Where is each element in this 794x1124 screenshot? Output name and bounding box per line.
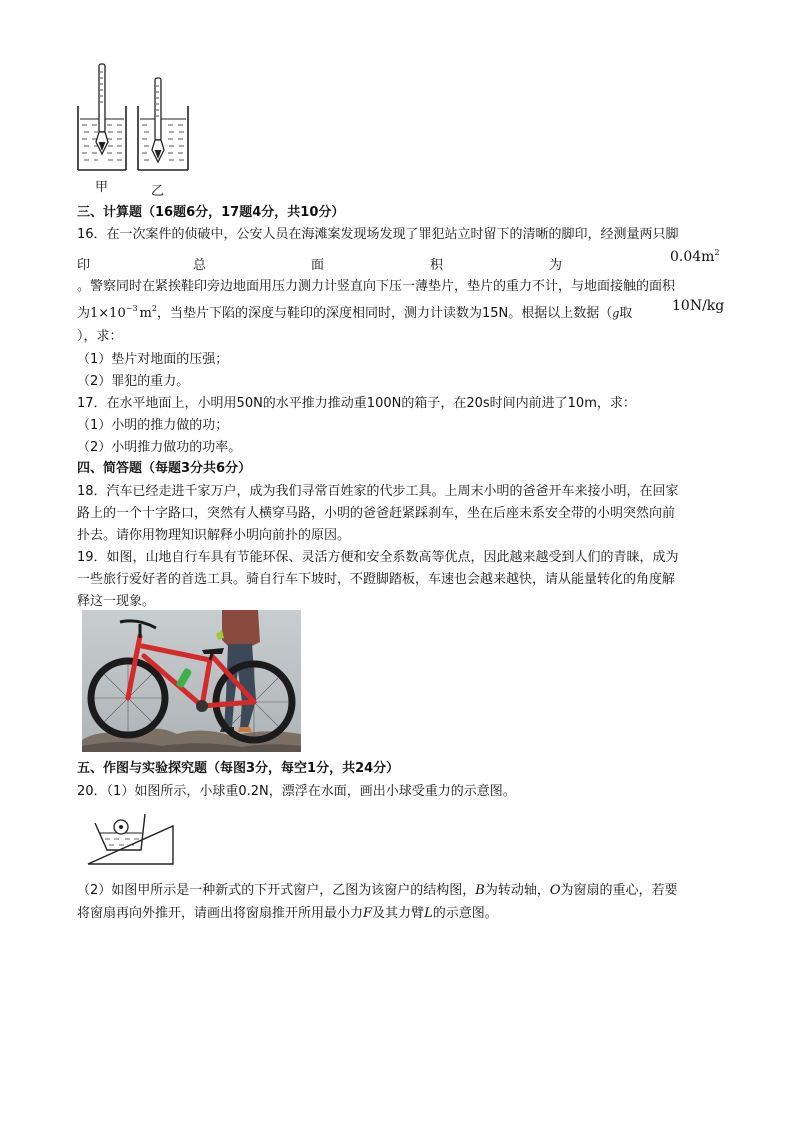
q16-sub1: （1）垫片对地面的压强； xyxy=(77,352,229,367)
q16-area-value xyxy=(670,249,720,265)
section-5-title: 五、作图与实验探究题（每图3分，每空1分，共24分） xyxy=(77,761,400,776)
q16-pad-area-unit: m xyxy=(139,306,152,321)
q16-pad-area-exp2: 2 xyxy=(151,304,157,313)
q17-line1: 17．在水平地面上，小明用50N的水平推力推动重100N的箱子，在20s时间内前进了10m，求： xyxy=(77,396,636,411)
q16-line4-text: ，当垫片下陷的深度与鞋印的深度相同时，测力计读数为15N。根据以上数据（ xyxy=(156,306,613,321)
q20-part2-line1 xyxy=(77,880,678,902)
q20-part2-line2 xyxy=(77,903,498,925)
q16-line4-prefix: 为 xyxy=(77,306,91,321)
q20-part2-line1-a: （2）如图甲所示是一种新式的下开式窗户，乙图为该窗户的结构图， xyxy=(77,883,476,898)
beaker-label-yi: 乙 xyxy=(151,184,165,199)
q20-force-f: F xyxy=(363,906,373,921)
q19-line2: 一些旅行爱好者的首选工具。骑自行车下坡时，不蹬脚踏板，车速也会越来越快，请从能量转化的角度解 xyxy=(77,572,676,587)
q16-area-number: 0.04m xyxy=(670,249,715,265)
q18-line3: 扑去。请你用物理知识解释小明向前扑的原因。 xyxy=(77,528,351,543)
q20-part1: 20．（1）如图所示，小球重0.2N，漂浮在水面，画出小球受重力的示意图。 xyxy=(77,784,516,799)
q16-spread-word-4: 积 xyxy=(430,258,444,273)
q20-arm-l: L xyxy=(424,906,433,921)
section-4-title: 四、简答题（每题3分共6分） xyxy=(77,461,252,476)
beakers-figure xyxy=(70,62,200,198)
q16-line3: 。警察同时在紧挨鞋印旁边地面用压力测力计竖直向下压一薄垫片，垫片的重力不计，与地面接触的面积 xyxy=(77,279,676,294)
q16-g-value: 10N/kg xyxy=(672,298,725,314)
section-3-title: 三、计算题（16题6分，17题4分，共10分） xyxy=(77,205,345,220)
q20-axis-b: B xyxy=(475,883,485,898)
q16-spread-word-1: 印 xyxy=(77,258,91,273)
q20-part2-line1-c: 为窗扇的重心，若要 xyxy=(560,883,678,898)
q16-g-symbol: g xyxy=(612,307,620,320)
q20-part2-line1-b: 为转动轴， xyxy=(484,883,550,898)
q17-sub2: （2）小明推力做功的功率。 xyxy=(77,440,242,455)
q16-sub2: （2）罪犯的重力。 xyxy=(77,374,190,389)
beaker-left xyxy=(78,64,126,170)
bicycle-photo xyxy=(82,610,301,752)
beaker-right xyxy=(138,78,188,170)
q16-pad-area-exp1: −3 xyxy=(125,304,138,313)
beaker-label-jia: 甲 xyxy=(95,180,109,195)
q16-pad-area-base: 1×10 xyxy=(90,306,126,321)
q20-part2-line2-b: 及其力臂 xyxy=(372,906,425,921)
q16-spread-word-2: 总 xyxy=(193,258,207,273)
q16-line1: 16．在一次案件的侦破中，公安人员在海滩案发现场发现了罪犯站立时留下的清晰的脚印，经测量两只脚 xyxy=(77,227,679,242)
q19-line3: 释这一现象。 xyxy=(77,594,156,609)
q16-line5: ），求： xyxy=(77,329,123,344)
q16-area-exponent: 2 xyxy=(714,248,720,257)
q17-sub1: （1）小明的推力做的功； xyxy=(77,418,229,433)
floating-ball-figure xyxy=(85,810,177,868)
q16-spread-word-3: 面 xyxy=(311,258,325,273)
q20-part2-line2-a: 将窗扇再向外推开，请画出将窗扇推开所用最小力 xyxy=(77,906,364,921)
q20-center-o: O xyxy=(549,883,561,898)
q16-pad-area xyxy=(90,306,157,321)
q18-line1: 18．汽车已经走进千家万户，成为我们寻常百姓家的代步工具。上周末小明的爸爸开车来接小明，在回家 xyxy=(77,484,679,499)
q18-line2: 路上的一个十字路口，突然有人横穿马路，小明的爸爸赶紧踩刹车，坐在后座未系安全带的小明突然向前 xyxy=(77,506,676,521)
q16-spread-word-5: 为 xyxy=(549,258,563,273)
q19-line1: 19．如图，山地自行车具有节能环保、灵活方便和安全系数高等优点，因此越来越受到人们的青睐，成为 xyxy=(77,550,679,565)
q16-g-word: 取 xyxy=(619,306,633,321)
q20-part2-line2-c: 的示意图。 xyxy=(432,906,498,921)
q16-line4 xyxy=(77,303,632,325)
